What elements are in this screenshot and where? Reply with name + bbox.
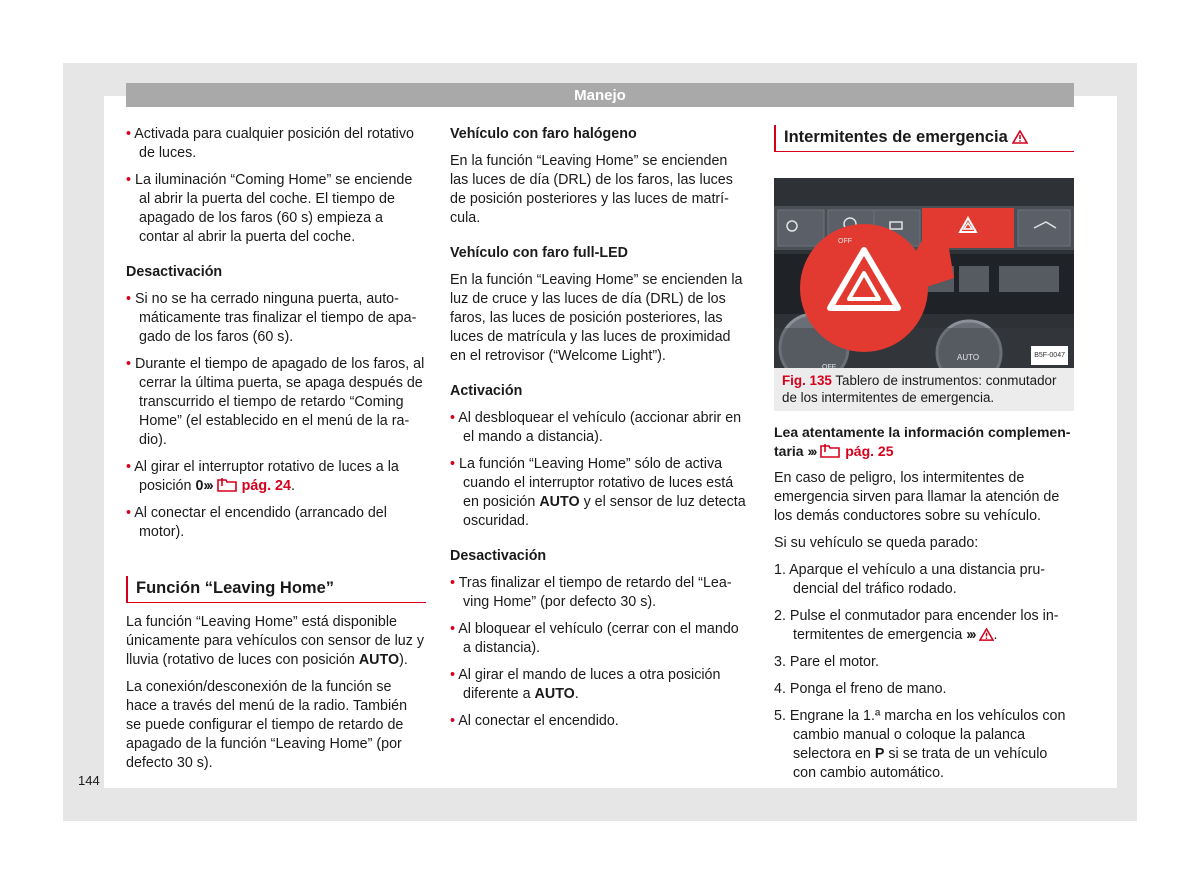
dashboard-illustration [774,178,1074,368]
column-middle [450,125,748,739]
figure-label-auto: AUTO [957,353,980,362]
heading-activacion: Activación [450,383,523,399]
list-item: • La función “Leaving Home” sólo de activa cuando el interruptor rotativo de luces está en posición AUTO y el sensor de luz detecta oscuridad. [450,456,746,529]
list-item: • Al conectar el encendido (arrancado del motor). [126,505,387,540]
list-item: • Al conectar el encendido. [450,713,619,729]
figure-code: B5F-0047 [1031,346,1068,365]
page-reference-link[interactable]: pág. 24 [241,478,291,494]
book-icon [216,477,238,493]
list-item: • Activada para cualquier posición del rotativo de luces. [126,126,414,161]
paragraph: Si su vehículo se queda parado: [774,535,979,551]
figure-label-off-2: OFF [822,364,836,368]
step-item: 5. Engrane la 1.ª marcha en los vehículos con cambio manual o coloque la palanca selectora en P si se trata de un vehículo con cambio automático. [774,708,1066,781]
figure-label-off: OFF [838,238,852,245]
list-item: • Al girar el interruptor rotativo de luces a la posición 0››› pág. 24. [126,459,399,494]
figure-caption: Fig. 135 Tablero de instrumentos: conmutador de los intermitentes de emergencia. [774,368,1074,411]
list-item: • Si no se ha cerrado ninguna puerta, automáticamente tras finalizar el tiempo de apagado de los faros (60 s). [126,291,417,345]
warning-triangle-icon [1012,130,1028,144]
page-number: 144 [78,773,100,788]
read-info-note: Lea atentamente la información complementaria ››› pág. 25 [774,424,1071,459]
paragraph: En caso de peligro, los intermitentes de emergencia sirven para llamar la atención de los demás conductores sobre su vehículo. [774,470,1060,524]
step-item: 3. Pare el motor. [774,654,879,670]
step-item: 4. Ponga el freno de mano. [774,681,947,697]
list-item: • Al bloquear el vehículo (cerrar con el mando a distancia). [450,621,739,656]
figure-dashboard-photo [774,178,1074,368]
heading-desactivacion-2: Desactivación [450,548,547,564]
paragraph: En la función “Leaving Home” se encienden la luz de cruce y las luces de día (DRL) de los faros, las luces de posición posteriores, las luces de matrícula y las luces de proximidad en el retrovisor (“Welcome Light”). [450,272,743,364]
book-icon [819,443,841,459]
page-reference-link[interactable]: pág. 25 [845,443,894,459]
list-item: • Tras finalizar el tiempo de retardo del “Leaving Home” (por defecto 30 s). [450,575,732,610]
column-right [774,125,1074,791]
ref-arrows-icon: ››› [203,478,212,494]
list-item: • La iluminación “Coming Home” se enciende al abrir la puerta del coche. El tiempo de apagado de los faros (60 s) empieza a contar al abrir la puerta del coche. [126,172,413,245]
section-title-emergency: Intermitentes de emergencia [774,125,1074,152]
list-item: • Durante el tiempo de apagado de los faros, al cerrar la última puerta, se apaga después de transcurrido el tiempo de retardo “Coming Home” (el establecido en el menú de la radio). [126,356,425,448]
step-item: 2. Pulse el conmutador para encender los intermitentes de emergencia ››› . [774,608,1059,643]
heading-halogeno: Vehículo con faro halógeno [450,126,637,142]
section-title-leaving-home: Función “Leaving Home” [126,576,426,603]
warning-triangle-icon [979,628,994,641]
paragraph: La conexión/desconexión de la función se hace a través del menú de la radio. También se puede configurar el tiempo de retardo de apagado de la función “Leaving Home” (por defecto 30 s). [126,679,408,771]
list-item: • Al girar el mando de luces a otra posición diferente a AUTO. [450,667,721,702]
paragraph: La función “Leaving Home” está disponible únicamente para vehículos con sensor de luz y lluvia (rotativo de luces con posición AUTO). [126,614,425,668]
heading-fullled: Vehículo con faro full-LED [450,245,628,261]
page-header: Manejo [126,83,1074,107]
step-item: 1. Aparque el vehículo a una distancia prudencial del tráfico rodado. [774,562,1046,597]
list-item: • Al desbloquear el vehículo (accionar abrir en el mando a distancia). [450,410,742,445]
light-off-icon: 0 [195,478,204,494]
column-left [126,125,426,781]
paragraph: En la función “Leaving Home” se encienden las luces de día (DRL) de los faros, las luces de posición posteriores y las luces de matrícula. [450,153,733,226]
heading-desactivacion: Desactivación [126,264,223,280]
